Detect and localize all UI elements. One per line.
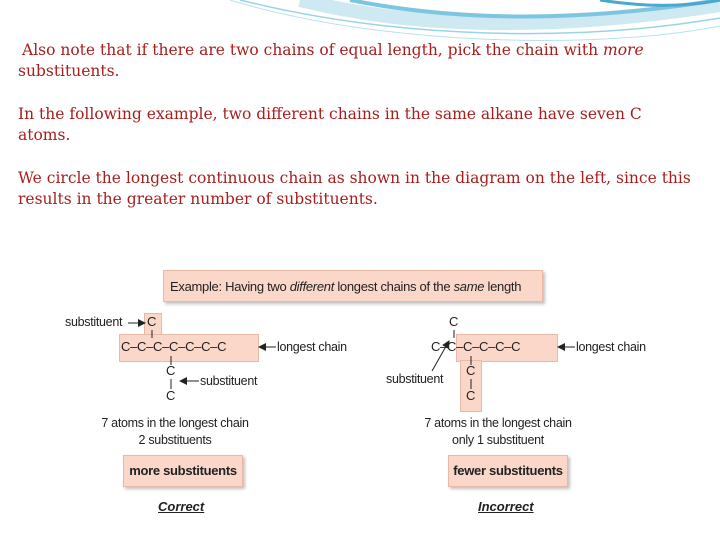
more-substituents-badge: more substituents bbox=[123, 455, 243, 487]
fewer-substituents-badge: fewer substituents bbox=[448, 455, 568, 487]
alkane-chain-figure bbox=[60, 265, 680, 525]
correct-label: Correct bbox=[158, 499, 205, 514]
left-bottom-atom-2: C bbox=[166, 388, 176, 403]
left-main-chain: C–C–C–C–C–C–C bbox=[121, 339, 227, 354]
paragraph-equal-length: Also note that if there are two chains of equal length, pick the chain with more substituents. bbox=[18, 41, 644, 80]
right-top-atom: C bbox=[449, 314, 459, 329]
right-caption-line-1: 7 atoms in the longest chain bbox=[424, 416, 572, 430]
bond-and-arrow-lines bbox=[60, 265, 680, 525]
paragraph-example: In the following example, two different chains in the same alkane have seven C atoms. bbox=[18, 105, 642, 144]
right-substituent-arrow bbox=[432, 341, 449, 371]
left-longest-chain-label: longest chain bbox=[277, 340, 347, 354]
slide-text bbox=[18, 40, 698, 232]
left-top-atom: C bbox=[147, 314, 157, 329]
incorrect-label: Incorrect bbox=[478, 499, 534, 514]
right-bottom-atom-2: C bbox=[466, 388, 476, 403]
right-substituent-label: substituent bbox=[386, 372, 444, 386]
paragraph-circle-chain: We circle the longest continuous chain as shown in the diagram on the left, since this results in the greater number of substituents. bbox=[18, 169, 691, 208]
right-bottom-atom-1: C bbox=[466, 363, 476, 378]
left-caption-line-2: 2 substituents bbox=[138, 433, 212, 447]
left-substituent-label: substituent bbox=[65, 315, 123, 329]
right-main-chain: C–C–C–C–C–C bbox=[431, 339, 521, 354]
left-bottom-atom-1: C bbox=[166, 363, 176, 378]
left-caption-line-1: 7 atoms in the longest chain bbox=[101, 416, 249, 430]
right-longest-chain-label: longest chain bbox=[576, 340, 646, 354]
right-caption-line-2: only 1 substituent bbox=[452, 433, 544, 447]
left-bottom-substituent-label: substituent bbox=[200, 374, 258, 388]
example-banner: Example: Having two different longest chains of the same length bbox=[163, 270, 543, 302]
